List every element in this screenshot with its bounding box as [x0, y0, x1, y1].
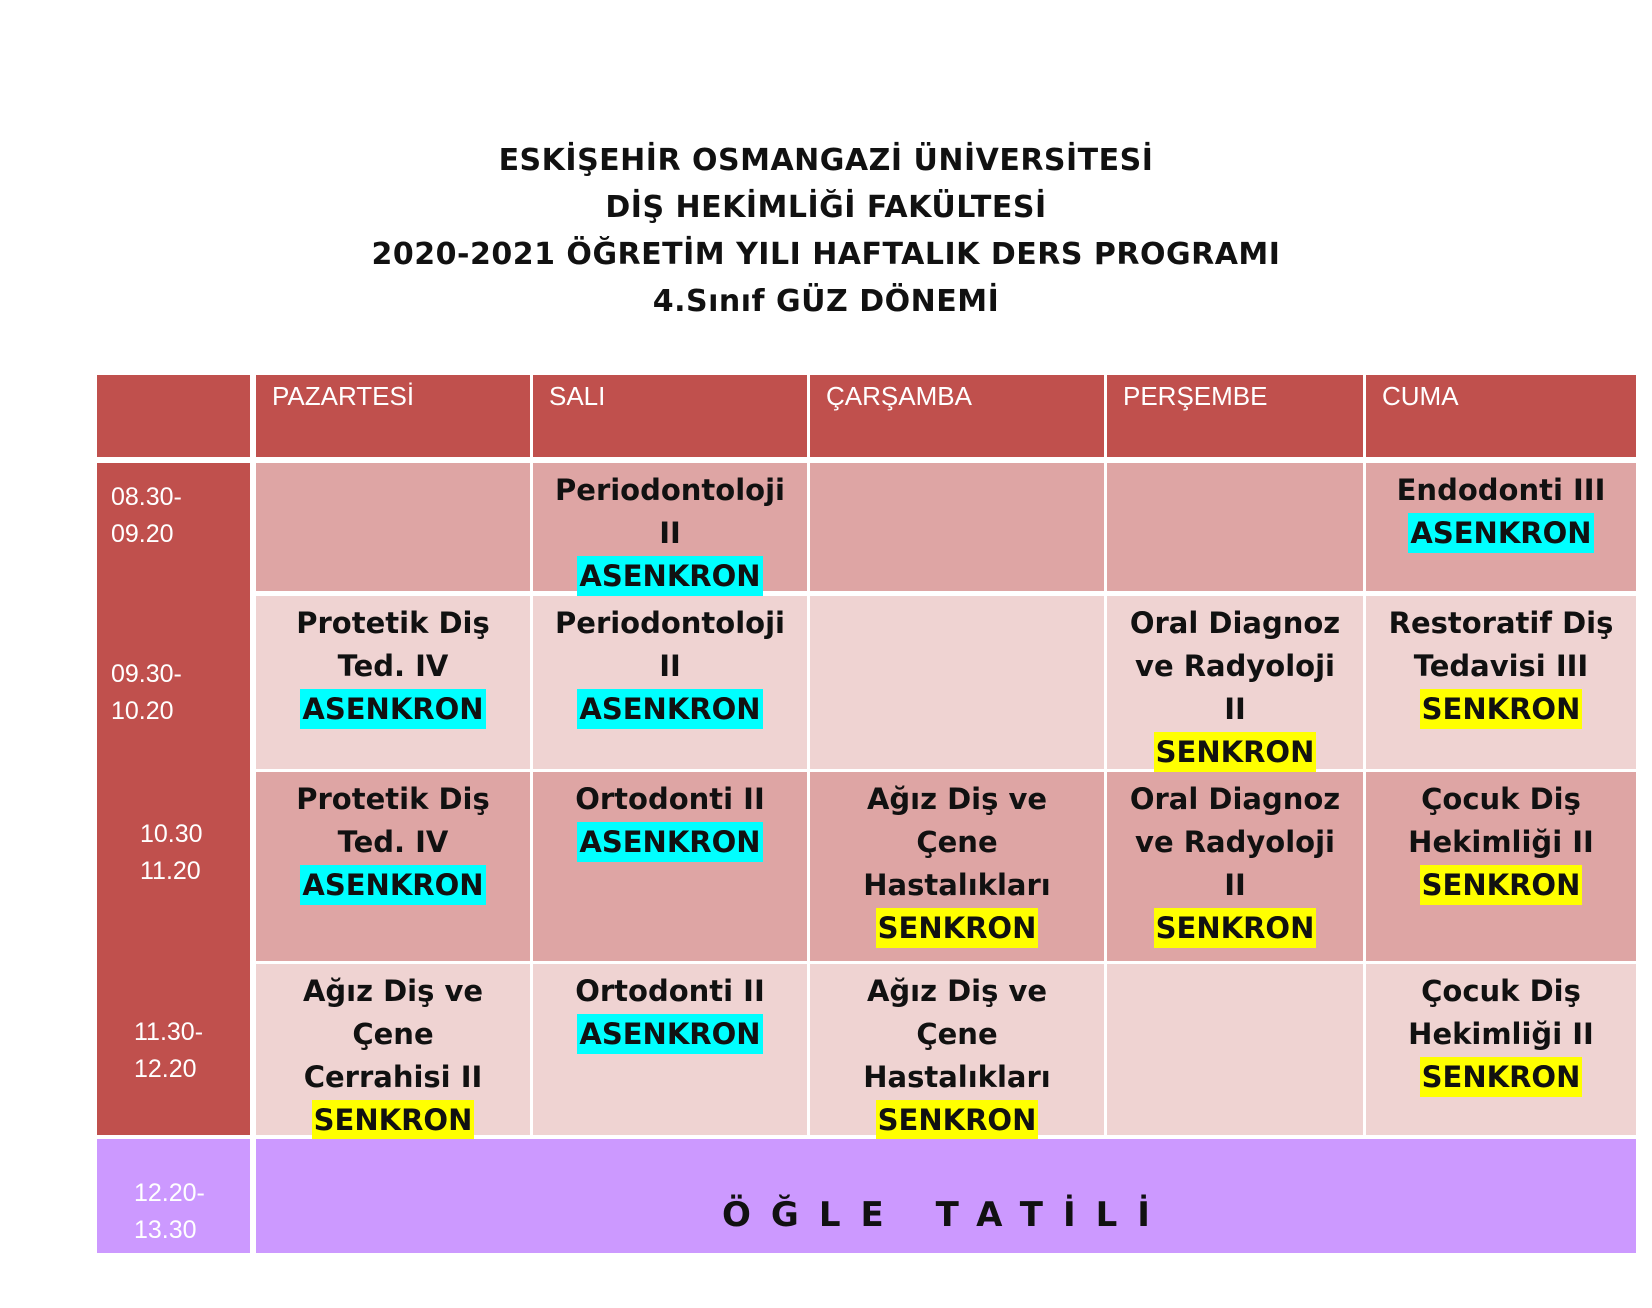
- course-cell: [1366, 463, 1636, 591]
- delivery-mode-badge: ASENKRON: [300, 865, 485, 905]
- course-entry: [533, 602, 807, 731]
- course-name: Ted. IV: [337, 649, 449, 683]
- lunch-time-cell: [97, 1139, 250, 1253]
- course-cell: [1366, 772, 1636, 961]
- time-slot-label: [140, 816, 203, 890]
- delivery-mode-badge: ASENKRON: [577, 1014, 762, 1054]
- course-cell: [1107, 596, 1363, 769]
- day-header: [1107, 375, 1363, 457]
- document-title: [0, 137, 1652, 325]
- day-header: [533, 375, 807, 457]
- time-slot-line: 09.20: [111, 520, 174, 548]
- course-name: II: [1224, 868, 1246, 902]
- course-entry: [1366, 778, 1636, 907]
- course-name: Oral Diagnoz: [1129, 782, 1341, 816]
- course-entry: [1366, 469, 1636, 555]
- title-faculty: DİŞ HEKİMLİĞİ FAKÜLTESİ: [605, 190, 1047, 225]
- course-cell: [533, 596, 807, 769]
- time-slot-line: 08.30-: [111, 483, 182, 511]
- course-name: II: [659, 649, 681, 683]
- course-name: Çene: [916, 1017, 998, 1051]
- course-entry: [533, 778, 807, 864]
- course-name: Ortodonti II: [575, 782, 765, 816]
- course-name: Çocuk Diş: [1421, 974, 1581, 1008]
- day-header-label: SALI: [549, 381, 606, 411]
- delivery-mode-badge: ASENKRON: [300, 689, 485, 729]
- course-name: ve Radyoloji: [1135, 825, 1335, 859]
- course-cell: [256, 964, 530, 1135]
- day-header: [256, 375, 530, 457]
- title-term: 4.Sınıf GÜZ DÖNEMİ: [652, 284, 1000, 319]
- time-slot-line: 09.30-: [111, 660, 182, 688]
- title-program: 2020-2021 ÖĞRETİM YILI HAFTALIK DERS PROGRAMI: [371, 237, 1281, 272]
- course-entry: [1366, 970, 1636, 1099]
- delivery-mode-badge: SENKRON: [1154, 732, 1317, 772]
- empty-cell: [1107, 463, 1363, 591]
- course-name: Ortodonti II: [575, 974, 765, 1008]
- delivery-mode-badge: ASENKRON: [577, 822, 762, 862]
- time-slot-label: [111, 479, 182, 553]
- course-name: Tedavisi III: [1413, 649, 1589, 683]
- course-cell: [1366, 964, 1636, 1135]
- course-entry: [810, 778, 1104, 950]
- course-name: Hastalıkları: [863, 868, 1051, 902]
- course-name: Endodonti III: [1396, 473, 1606, 507]
- empty-cell: [810, 596, 1104, 769]
- delivery-mode-badge: SENKRON: [876, 908, 1039, 948]
- course-name: Restoratif Diş: [1388, 606, 1614, 640]
- course-name: Periodontoloji: [555, 606, 785, 640]
- time-slot-line: 11.30-: [134, 1018, 204, 1046]
- course-name: Periodontoloji: [555, 473, 785, 507]
- empty-cell: [256, 463, 530, 591]
- course-name: Protetik Diş: [296, 782, 490, 816]
- time-slot-line: 10.30: [140, 820, 203, 848]
- course-name: Protetik Diş: [296, 606, 490, 640]
- course-name: II: [659, 516, 681, 550]
- course-name: Ağız Diş ve: [866, 974, 1048, 1008]
- empty-cell: [1107, 964, 1363, 1135]
- header-corner: [97, 375, 250, 457]
- course-entry: [1107, 778, 1363, 950]
- time-slot-label: [111, 656, 182, 730]
- course-entry: [810, 970, 1104, 1142]
- delivery-mode-badge: SENKRON: [1420, 865, 1583, 905]
- day-header-label: ÇARŞAMBA: [826, 381, 972, 411]
- course-name: Oral Diagnoz: [1129, 606, 1341, 640]
- title-university: ESKİŞEHİR OSMANGAZİ ÜNİVERSİTESİ: [498, 143, 1154, 178]
- delivery-mode-badge: ASENKRON: [577, 556, 762, 596]
- course-name: Çocuk Diş: [1421, 782, 1581, 816]
- day-header: [810, 375, 1104, 457]
- course-entry: [533, 970, 807, 1056]
- course-cell: [533, 772, 807, 961]
- time-slot-line: 13.30: [134, 1216, 197, 1244]
- course-name: Ağız Diş ve: [302, 974, 484, 1008]
- course-cell: [1107, 772, 1363, 961]
- empty-cell: [810, 463, 1104, 591]
- course-cell: [810, 772, 1104, 961]
- lunch-break-banner: [256, 1139, 1636, 1253]
- day-header-label: PERŞEMBE: [1123, 381, 1268, 411]
- course-name: Ağız Diş ve: [866, 782, 1048, 816]
- course-entry: [256, 602, 530, 731]
- course-entry: [1107, 602, 1363, 774]
- course-name: Hekimliği II: [1408, 825, 1594, 859]
- course-cell: [533, 964, 807, 1135]
- course-name: Cerrahisi II: [303, 1060, 483, 1094]
- course-entry: [256, 778, 530, 907]
- course-entry: [1366, 602, 1636, 731]
- course-cell: [810, 964, 1104, 1135]
- course-name: Çene: [916, 825, 998, 859]
- delivery-mode-badge: SENKRON: [312, 1100, 475, 1140]
- time-slot-label: [134, 1014, 203, 1088]
- delivery-mode-badge: SENKRON: [1420, 1057, 1583, 1097]
- lunch-break-label: ÖĞLE TATİLİ: [722, 1195, 1170, 1235]
- day-header: [1366, 375, 1636, 457]
- course-name: Hastalıkları: [863, 1060, 1051, 1094]
- course-cell: [1366, 596, 1636, 769]
- day-header-label: PAZARTESİ: [272, 381, 415, 411]
- time-slot-line: 11.20: [140, 857, 201, 885]
- time-slot-line: 12.20: [134, 1055, 197, 1083]
- course-entry: [533, 469, 807, 598]
- delivery-mode-badge: SENKRON: [1420, 689, 1583, 729]
- course-name: Çene: [352, 1017, 434, 1051]
- course-name: Hekimliği II: [1408, 1017, 1594, 1051]
- day-header-label: CUMA: [1382, 381, 1459, 411]
- course-name: II: [1224, 692, 1246, 726]
- time-slot-line: 12.20-: [134, 1179, 205, 1207]
- delivery-mode-badge: ASENKRON: [577, 689, 762, 729]
- time-slot-line: 10.20: [111, 697, 174, 725]
- course-cell: [256, 772, 530, 961]
- course-entry: [256, 970, 530, 1142]
- delivery-mode-badge: ASENKRON: [1408, 513, 1593, 553]
- course-cell: [533, 463, 807, 591]
- course-name: Ted. IV: [337, 825, 449, 859]
- course-cell: [256, 596, 530, 769]
- delivery-mode-badge: SENKRON: [1154, 908, 1317, 948]
- delivery-mode-badge: SENKRON: [876, 1100, 1039, 1140]
- course-name: ve Radyoloji: [1135, 649, 1335, 683]
- lunch-time-label: [134, 1175, 205, 1249]
